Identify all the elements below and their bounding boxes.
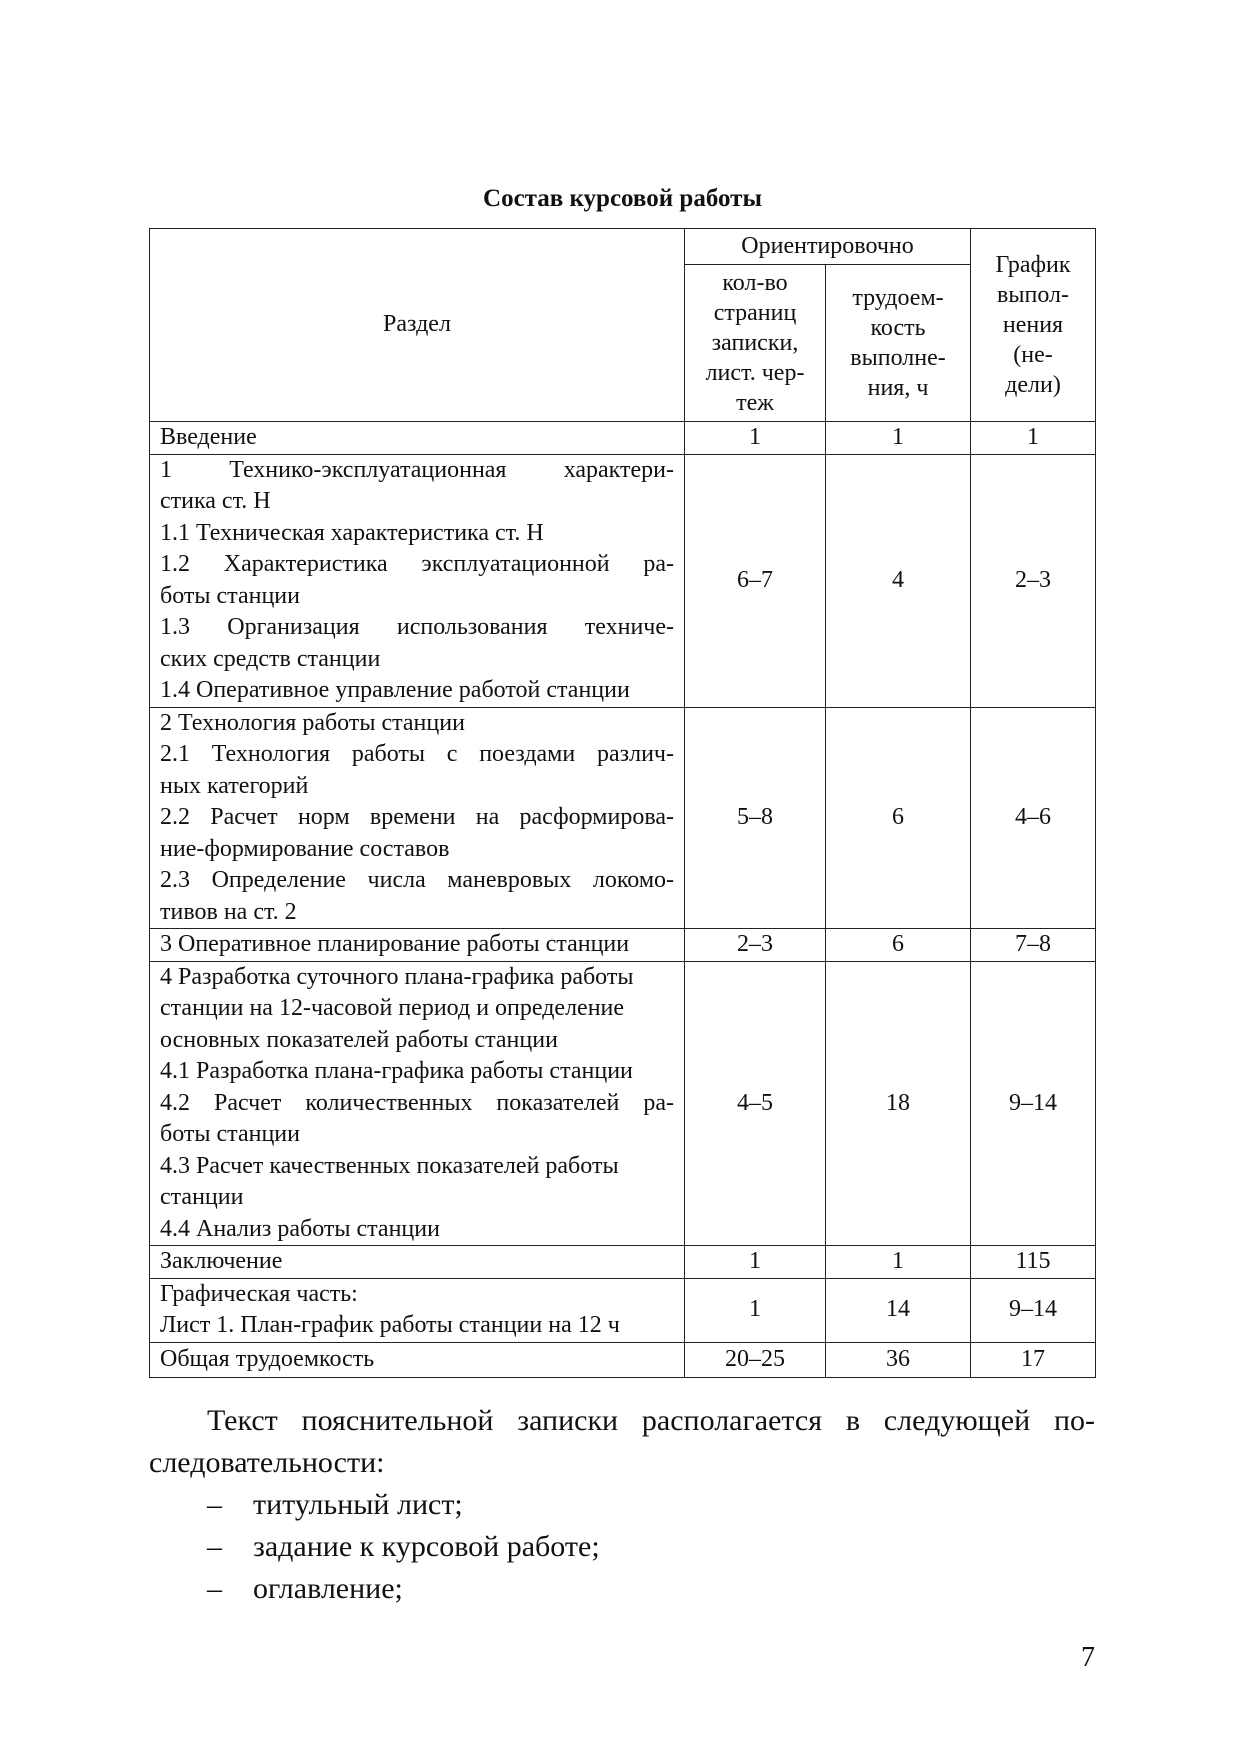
section-line: 1.3 Организация использования техниче- xyxy=(160,614,674,640)
labor-cell: 6 xyxy=(826,707,971,929)
header-labor xyxy=(826,265,971,422)
paragraph-line: следовательности: xyxy=(149,1446,385,1479)
dash-marker: – xyxy=(207,1488,222,1521)
section-cell xyxy=(150,1278,685,1342)
dash-marker: – xyxy=(207,1572,222,1605)
page-number: 7 xyxy=(1081,1642,1095,1673)
paragraph-line: Текст пояснительной записки располагается в следующей по- xyxy=(207,1404,1095,1437)
header-pages xyxy=(685,265,826,422)
pages-cell: 1 xyxy=(685,1246,826,1279)
section-line: станции xyxy=(160,1184,244,1210)
section-cell xyxy=(150,1342,685,1377)
labor-cell: 4 xyxy=(826,454,971,707)
section-line: Графическая часть: xyxy=(160,1280,358,1307)
table-row xyxy=(150,1342,1096,1377)
section-line: 4.1 Разработка плана-графика работы станции xyxy=(160,1058,633,1084)
schedule-cell: 9–14 xyxy=(971,1278,1096,1342)
section-line: 2 Технология работы станции xyxy=(160,709,465,736)
section-cell xyxy=(150,454,685,707)
labor-cell: 18 xyxy=(826,961,971,1246)
pages-cell: 4–5 xyxy=(685,961,826,1246)
table-row xyxy=(150,929,1096,962)
table-title: Состав курсовой работы xyxy=(483,185,762,212)
labor-cell: 1 xyxy=(826,422,971,455)
section-line: станции на 12-часовой период и определение xyxy=(160,995,625,1021)
labor-cell: 6 xyxy=(826,929,971,962)
schedule-cell: 7–8 xyxy=(971,929,1096,962)
list-item-text: оглавление; xyxy=(253,1572,403,1605)
section-line: 3 Оперативное планирование работы станции xyxy=(160,931,630,957)
header-line: лист. чер- xyxy=(705,360,805,386)
section-line: боты станции xyxy=(160,1121,300,1147)
explanatory-text xyxy=(149,1400,1095,1610)
section-line: 2.3 Определение числа маневровых локомо- xyxy=(160,867,674,893)
table-row xyxy=(150,454,1096,707)
table-row xyxy=(150,707,1096,929)
section-line: 1.2 Характеристика эксплуатационной ра- xyxy=(160,551,674,577)
section-line: ние-формирование составов xyxy=(160,835,450,862)
section-line: ных категорий xyxy=(160,772,309,799)
header-line: дели) xyxy=(1005,372,1061,398)
table-row xyxy=(150,1278,1096,1342)
section-line: 4.2 Расчет количественных показателей ра- xyxy=(160,1089,674,1116)
section-line: Введение xyxy=(160,424,257,450)
header-line: ния, ч xyxy=(867,375,929,401)
pages-cell: 5–8 xyxy=(685,707,826,929)
pages-cell: 6–7 xyxy=(685,454,826,707)
section-line: 4.3 Расчет качественных показателей работы xyxy=(160,1152,619,1179)
header-line: кол-во xyxy=(722,270,788,296)
section-line: ских средств станции xyxy=(160,645,381,672)
section-line: тивов на ст. 2 xyxy=(160,898,297,925)
section-line: Заключение xyxy=(160,1248,283,1274)
list-item-text: задание к курсовой работе; xyxy=(253,1530,600,1563)
section-line: 2.1 Технология работы с поездами различ- xyxy=(160,741,674,767)
table-row xyxy=(150,961,1096,1246)
section-line: 1 Технико-эксплуатационная характери- xyxy=(160,456,674,483)
header-line: трудоем- xyxy=(852,285,944,311)
table-row xyxy=(150,1246,1096,1279)
section-cell xyxy=(150,707,685,929)
section-cell xyxy=(150,422,685,455)
schedule-cell: 9–14 xyxy=(971,961,1096,1246)
header-line: выпол- xyxy=(997,282,1069,308)
pages-cell: 1 xyxy=(685,422,826,455)
pages-cell: 1 xyxy=(685,1278,826,1342)
labor-cell: 1 xyxy=(826,1246,971,1279)
pages-cell: 20–25 xyxy=(685,1342,826,1377)
contents-list xyxy=(149,1484,1095,1610)
section-line: 1.1 Техническая характеристика ст. Н xyxy=(160,519,544,546)
header-line: страниц xyxy=(713,300,797,326)
section-line: основных показателей работы станции xyxy=(160,1026,558,1053)
header-line: кость xyxy=(870,315,926,341)
header-section: Раздел xyxy=(150,229,685,422)
section-line: Лист 1. План-график работы станции на 12 ч xyxy=(160,1312,620,1338)
section-line: 1.4 Оперативное управление работой станции xyxy=(160,677,630,703)
header-line: (не- xyxy=(1013,342,1053,368)
list-item xyxy=(149,1484,1095,1526)
schedule-cell: 17 xyxy=(971,1342,1096,1377)
paragraph xyxy=(149,1400,1095,1484)
dash-marker: – xyxy=(207,1530,222,1563)
list-item xyxy=(149,1526,1095,1568)
table-row xyxy=(150,422,1096,455)
section-line: стика ст. Н xyxy=(160,488,271,514)
section-cell xyxy=(150,961,685,1246)
section-line: 2.2 Расчет норм времени на расформирова- xyxy=(160,804,674,830)
schedule-cell: 2–3 xyxy=(971,454,1096,707)
section-line: Общая трудоемкость xyxy=(160,1345,375,1372)
header-schedule xyxy=(971,229,1096,422)
pages-cell: 2–3 xyxy=(685,929,826,962)
header-line: выполне- xyxy=(850,345,946,371)
course-work-table xyxy=(149,228,1096,1378)
schedule-cell: 4–6 xyxy=(971,707,1096,929)
header-line: теж xyxy=(736,390,774,416)
section-line: 4.4 Анализ работы станции xyxy=(160,1215,440,1242)
header-line: записки, xyxy=(711,330,799,356)
labor-cell: 14 xyxy=(826,1278,971,1342)
header-line: нения xyxy=(1002,312,1064,338)
schedule-cell: 1 xyxy=(971,422,1096,455)
header-approx: Ориентировочно xyxy=(685,229,971,265)
section-cell xyxy=(150,929,685,962)
labor-cell: 36 xyxy=(826,1342,971,1377)
section-line: 4 Разработка суточного плана-графика работы xyxy=(160,963,634,990)
list-item-text: титульный лист; xyxy=(253,1488,463,1521)
list-item xyxy=(149,1568,1095,1610)
header-line: График xyxy=(995,252,1071,278)
schedule-cell: 115 xyxy=(971,1246,1096,1279)
section-line: боты станции xyxy=(160,582,300,609)
section-cell xyxy=(150,1246,685,1279)
